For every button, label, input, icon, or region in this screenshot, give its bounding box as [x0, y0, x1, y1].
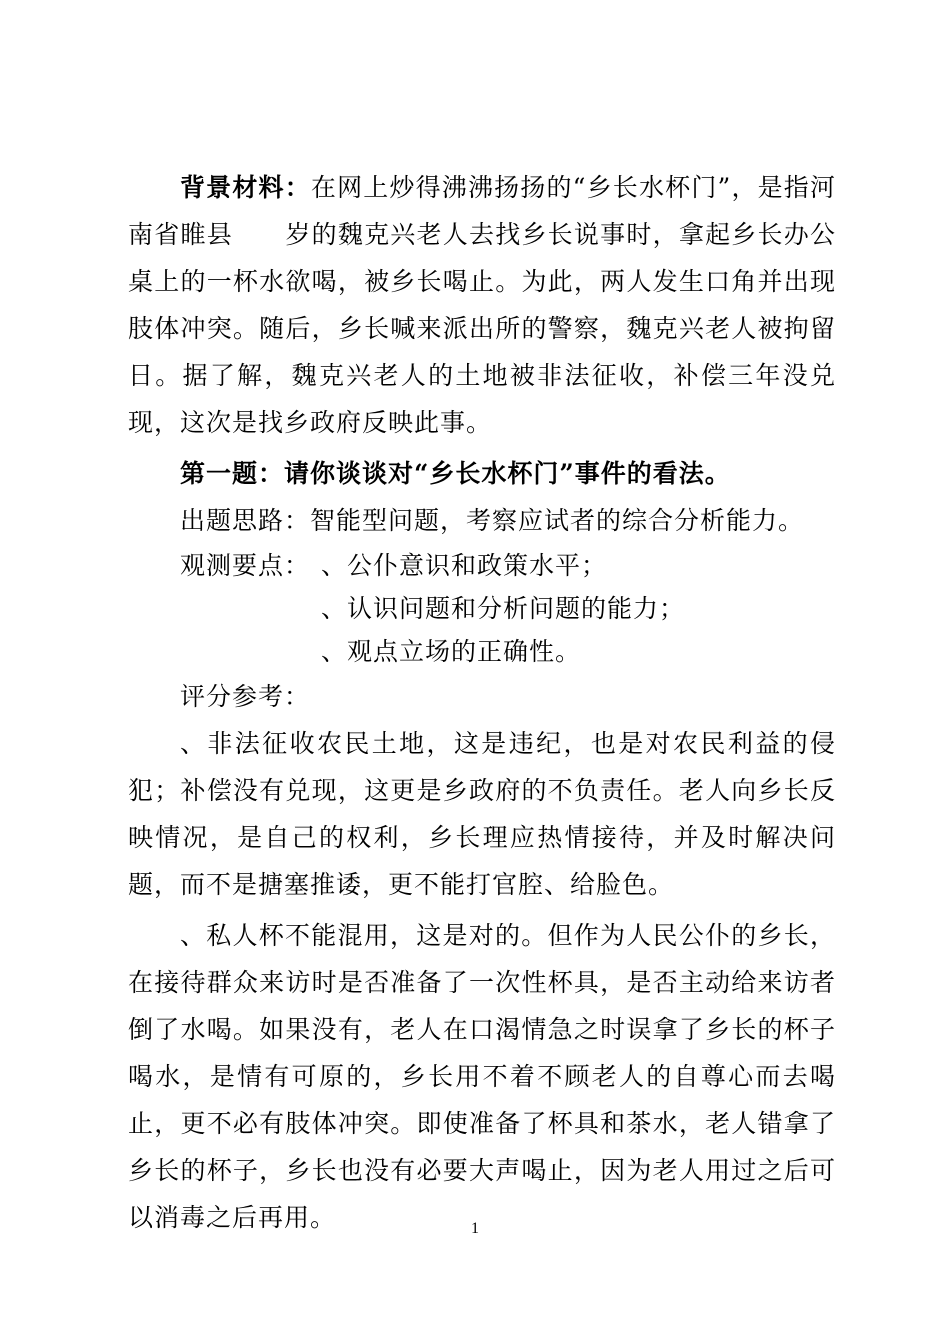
document-page [128, 164, 863, 1241]
background-text: 在网上炒得沸沸扬扬的“乡长水杯门”，是指河南省睢县 岁的魏克兴老人去找乡长说事时，拿起乡长办公桌上的一杯水欲喝，被乡长喝止。为此，两人发生口角并出现肢体冲突。随后，乡长喊来派出所的警察，魏克兴老人被拘留 日。据了解，魏克兴老人的土地被非法征收，补偿三年没兑现，这次是找乡政府反映此事。 [128, 173, 863, 437]
observation-point-2 [128, 587, 836, 630]
question-approach: 出题思路：智能型问题，考察应试者的综合分析能力。 [180, 506, 805, 535]
background-label: 背景材料： [180, 173, 311, 202]
observation-point-text: 、公仆意识和政策水平； [321, 551, 608, 580]
observation-point-1 [128, 544, 836, 587]
scoring-paragraph-2: 、私人杯不能混用，这是对的。但作为人民公仆的乡长，在接待群众来访时是否准备了一次性杯具，是否主动给来访者倒了水喝。如果没有，老人在口渴情急之时误拿了乡长的杯子喝水，是情有可原的，乡长用不着不顾老人的自尊心而去喝止，更不必有肢体冲突。即使准备了杯具和茶水，老人错拿了乡长的杯子，乡长也没有必要大声喝止，因为老人用过之后可以消毒之后再用。 [128, 921, 836, 1232]
observation-points-label: 观测要点： [180, 551, 311, 580]
scoring-paragraph-1: 、非法征收农民土地，这是违纪，也是对农民利益的侵犯；补偿没有兑现，这更是乡政府的不负责任。老人向乡长反映情况，是自己的权利，乡长理应热情接待，并及时解决问题，而不是搪塞推诿，更不能打官腔、给脸色。 [128, 729, 836, 899]
observation-point-3 [128, 630, 836, 673]
observation-point-text: 、观点立场的正确性。 [321, 637, 582, 666]
scoring-label: 评分参考： [180, 682, 311, 711]
observation-points [128, 544, 836, 673]
page-number: 1 [471, 1220, 479, 1237]
question-title: 第一题：请你谈谈对“乡长水杯门”事件的看法。 [180, 459, 731, 488]
observation-point-text: 、认识问题和分析问题的能力； [321, 594, 686, 623]
background-paragraph [128, 164, 863, 446]
